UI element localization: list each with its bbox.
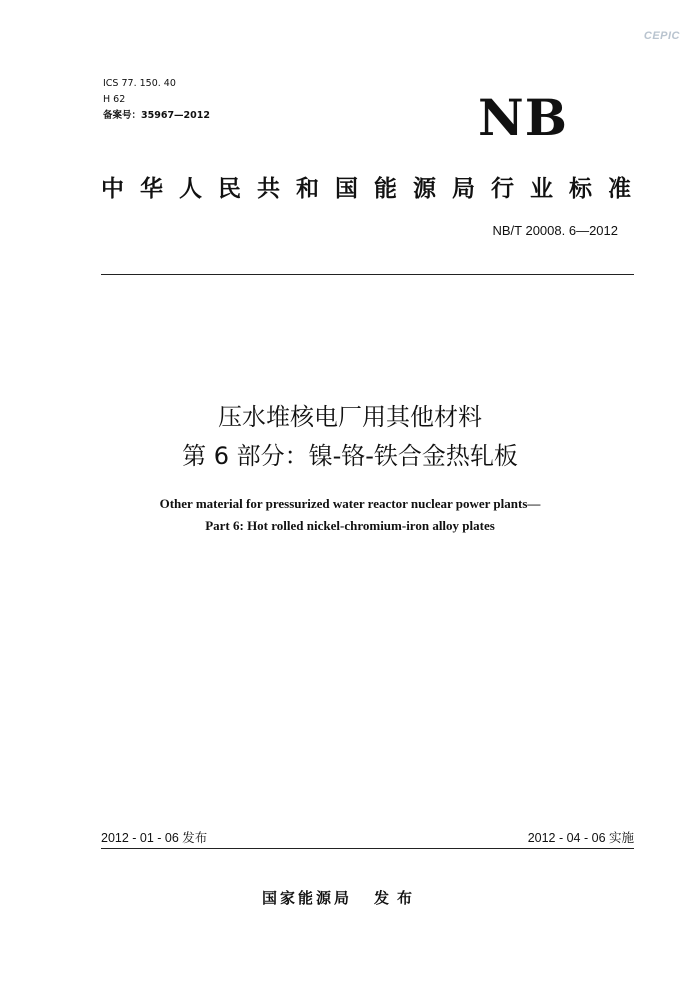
org-title-char: 华 <box>140 176 163 202</box>
org-title-char: 标 <box>569 176 592 202</box>
org-title-char: 行 <box>491 176 514 202</box>
org-title-char: 国 <box>335 176 358 202</box>
org-title-char: 能 <box>374 176 397 202</box>
english-title-line-1: Other material for pressurized water reactor nuclear power plants— <box>159 496 541 511</box>
chinese-title-line-2: 第 6 部分：镍-铬-铁合金热轧板 <box>182 442 518 470</box>
org-title-char: 民 <box>218 176 241 202</box>
header-divider <box>101 274 634 275</box>
issuing-authority <box>262 887 420 908</box>
footer-divider <box>101 848 634 849</box>
classification-code: H 62 <box>103 94 126 105</box>
english-title-line-2: Part 6: Hot rolled nickel-chromium-iron alloy plates <box>205 518 495 533</box>
standard-code: NB/T 20008. 6—2012 <box>492 223 618 238</box>
org-title-char: 业 <box>530 176 553 202</box>
issue-date: 2012 - 01 - 06 发布 <box>101 831 208 845</box>
org-title-char: 和 <box>296 176 319 202</box>
industry-standard-title <box>101 170 631 203</box>
ics-code: ICS 77. 150. 40 <box>103 78 176 89</box>
org-title-char: 准 <box>608 176 631 202</box>
issuer-verb: 发布 <box>374 889 421 907</box>
org-title-char: 中 <box>101 176 124 202</box>
chinese-title-line-1: 压水堆核电厂用其他材料 <box>218 403 482 431</box>
nb-logo: NB <box>478 88 568 147</box>
implementation-date: 2012 - 04 - 06 实施 <box>527 831 634 845</box>
org-title-char: 局 <box>452 176 475 202</box>
org-title-char: 共 <box>257 176 280 202</box>
org-title-char: 人 <box>179 176 202 202</box>
issuer-name: 国家能源局 <box>262 889 353 907</box>
document-metadata <box>103 76 210 124</box>
cepic-watermark: CEPIC <box>643 30 680 42</box>
filing-number: 备案号：35967—2012 <box>103 110 210 121</box>
org-title-char: 源 <box>413 176 436 202</box>
